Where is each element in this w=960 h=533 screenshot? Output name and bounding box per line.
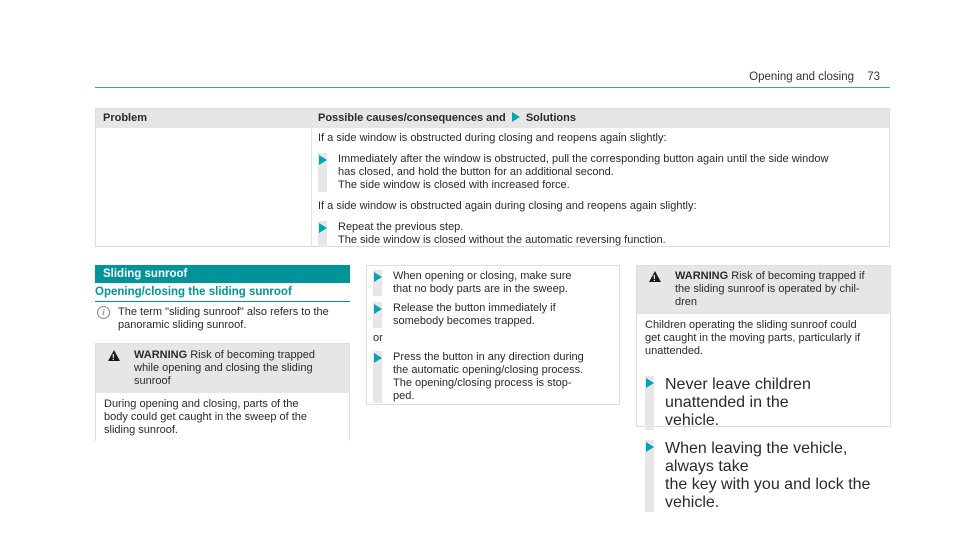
warning-triangle-icon [108, 350, 120, 361]
instruction-step: Release the button immediately if somebody becomes trapped. [373, 302, 613, 328]
play-arrow-icon [646, 378, 654, 388]
page-header [749, 71, 880, 83]
warning-box: ! WARNING Risk of becoming trapped if the sliding sunroof is operated by chil- dren Children operating the sliding sunroof could get caught in the moving parts, particularly if unattended. Never leave children unattended in the vehicle. When leaving the vehicle, always take the key with you and lock the vehicle. [636, 265, 891, 427]
play-arrow-icon [374, 304, 382, 314]
instruction-step: When opening or closing, make sure that no body parts are in the sweep. [373, 270, 613, 296]
play-arrow-icon [374, 353, 382, 363]
col-solutions: Possible causes/consequences and Solutions [318, 112, 576, 124]
section-heading: Sliding sunroof [95, 265, 350, 283]
play-arrow-icon [374, 272, 382, 282]
table-body [318, 132, 883, 247]
play-arrow-icon [512, 112, 520, 122]
header-rule [95, 87, 890, 88]
table-header [96, 109, 889, 128]
cause-text: If a side window is obstructed during closing and reopens again slightly: [318, 132, 667, 144]
instruction-step: Never leave children unattended in the vehicle. [645, 376, 882, 430]
solution-step: Repeat the previous step. The side window is closed without the automatic reversing function. [318, 221, 883, 247]
instruction-step: Press the button in any direction during the automatic opening/closing process. The opening/closing process is stop- ped. [373, 351, 613, 403]
column-divider [311, 128, 312, 246]
or-label: or [373, 332, 383, 344]
col-problem: Problem [103, 112, 148, 124]
warning-triangle-icon [649, 271, 661, 282]
instruction-step: When leaving the vehicle, always take the key with you and lock the vehicle. [645, 440, 882, 512]
page-number: 73 [867, 71, 880, 83]
instruction-box [366, 265, 620, 405]
warning-box: ! WARNING Risk of becoming trapped while opening and closing the sliding sunroof During opening and closing, parts of the body could get caught in the sweep of the sliding sunroof. [95, 343, 350, 441]
play-arrow-icon [319, 155, 327, 165]
solution-step: Immediately after the window is obstructed, pull the corresponding button again until the side window has closed, and hold the button for an additional second. The side window is closed with increased force. [318, 153, 883, 192]
section-title: Opening and closing [749, 71, 854, 83]
info-icon: i [97, 306, 110, 319]
play-arrow-icon [319, 223, 327, 233]
note: i The term "sliding sunroof" also refers to the panoramic sliding sunroof. [95, 306, 350, 332]
subsection-heading: Opening/closing the sliding sunroof [95, 286, 350, 302]
problem-table [95, 108, 890, 247]
cause-text: If a side window is obstructed again during closing and reopens again slightly: [318, 200, 697, 212]
play-arrow-icon [646, 442, 654, 452]
